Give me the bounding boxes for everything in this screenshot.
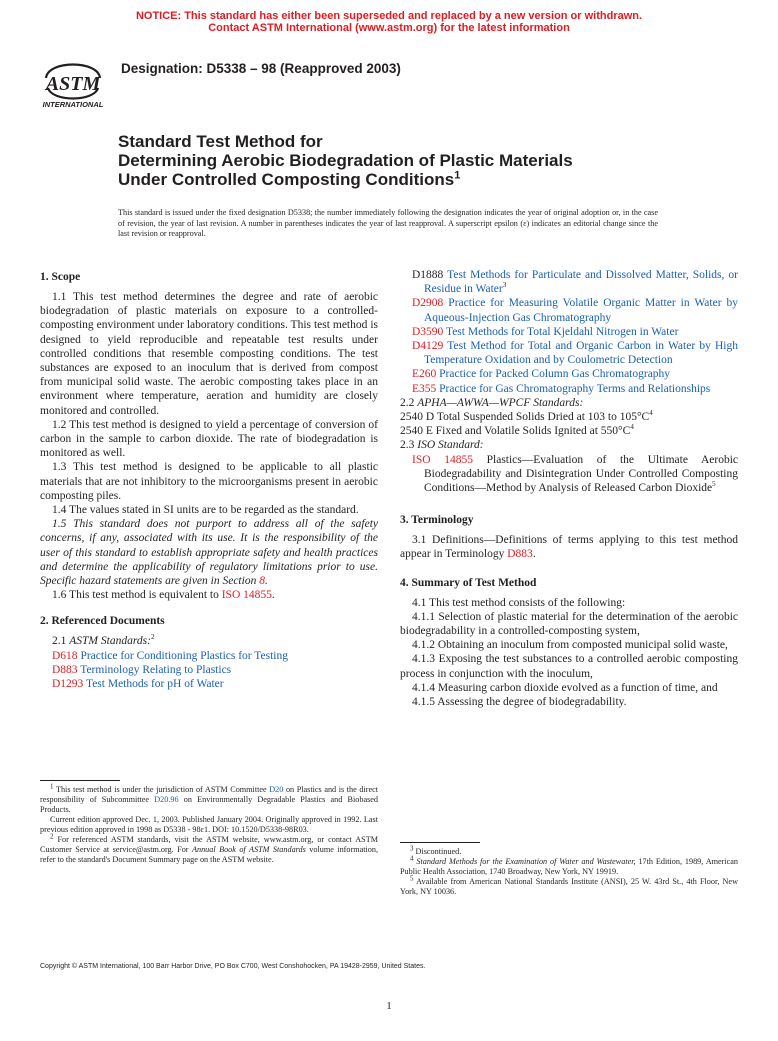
ref-code-link[interactable]: D3590 <box>412 325 444 338</box>
footnote-rule <box>40 780 120 781</box>
iso-label-text: ISO Standard: <box>417 439 484 452</box>
title-line-2: Determining Aerobic Biodegradation of Plastic Materials <box>118 151 573 170</box>
ref-title-link[interactable]: Test Methods for Total Kjeldahl Nitrogen in Water <box>445 325 679 338</box>
para-4-1-5: 4.1.5 Assessing the degree of biodegradability. <box>412 696 627 709</box>
committee-d20-link[interactable]: D20 <box>269 785 284 794</box>
para-4-1-3: 4.1.3 Exposing the test substances to a controlled aerobic composting process in conjunction with the inoculum, <box>400 653 738 680</box>
footnote-2-text-b: volume information, refer to the standard's Document Summary page on the ASTM website. <box>40 845 379 864</box>
ref-title-link[interactable]: Practice for Gas Chromatography Terms and Relationships <box>439 382 711 395</box>
title-line-3 <box>118 170 718 189</box>
footnotes-left <box>40 780 378 865</box>
footnote-1-text-c: on Environmentally Degradable Plastics and Biobased Products. <box>40 795 378 814</box>
left-column <box>40 268 378 691</box>
iso-code-link[interactable]: ISO 14855 <box>412 453 473 466</box>
ref-title-link[interactable]: Practice for Conditioning Plastics for Testing <box>80 649 288 662</box>
ref-code-link[interactable]: D883 <box>52 663 78 676</box>
ref-title-link[interactable]: Test Methods for pH of Water <box>85 678 224 691</box>
ref-code-link[interactable]: D4129 <box>412 340 444 353</box>
ref-d2908 <box>400 296 738 324</box>
footnote-1: $^1$ This test method is under the jurisdiction of ASTM Committee D20 on Plastics and is the direct responsibility of Subcommittee D20.96 on Environmentally Degradable Plastics and Biobased Products. <box>40 782 379 814</box>
footnotes-right <box>400 842 738 897</box>
d883-link[interactable]: D883 <box>507 548 533 561</box>
para-1-4: 1.4 The values stated in SI units are to be regarded as the standard. <box>52 504 359 517</box>
ref-code: D1888 <box>412 269 444 281</box>
ref-d3590 <box>400 325 738 339</box>
footnote-2-text-a: For referenced ASTM standards, visit the ASTM website, www.astm.org, or contact ASTM Customer Service at service@astm.org. For <box>40 835 379 854</box>
iso-label <box>400 438 738 452</box>
subcommittee-d2096-link[interactable]: D20.96 <box>154 795 179 804</box>
apha-label-text: APHA—AWWA—WPCF Standards: <box>417 396 584 409</box>
title-line-1: Standard Test Method for <box>118 132 323 151</box>
ref-d4129 <box>400 339 738 367</box>
para-1-5: 1.5 This standard does not purport to address all of the safety concerns, if any, associated with its use. It is the responsibility of the user of this standard to establish appropriate safety and health practices and determine the applicability of regulatory limitations prior to use. Specific hazard statements are given in Section 8. <box>40 518 378 588</box>
para-4-1-2: 4.1.2 Obtaining an inoculum from composted municipal solid waste, <box>412 639 728 652</box>
ref-title-link[interactable]: Practice for Measuring Volatile Organic Matter in Water by Aqueous-Injection Gas Chromatography <box>424 297 738 324</box>
footnote-4-italic: Standard Methods for the Examination of Water and Wastewater, <box>416 857 636 866</box>
astm-standards-label <box>40 634 378 648</box>
iso-label-num: 2.3 <box>400 439 418 452</box>
footnote-2-italic: Annual Book of ASTM Standards <box>191 845 306 854</box>
footnote-1-text-a: This test method is under the jurisdiction of ASTM Committee <box>55 785 267 794</box>
apha-2540d-text: 2540 D Total Suspended Solids Dried at 103 to 105°C <box>400 411 650 424</box>
footnote-2: $^2$ For referenced ASTM standards, visit the ASTM website, www.astm.org, or contact ASTM Customer Service at service@astm.org. For Annual Book of ASTM Standards volume information, refer to the standard's Document Summary page on the ASTM website. <box>40 832 379 864</box>
para-1-3: 1.3 This test method is designed to be applicable to all plastic materials that are not inhibitory to the microorganisms present in aerobic composting piles. <box>40 461 378 502</box>
iso-ref-text: Plastics—Evaluation of the Ultimate Aerobic Biodegradability and Disintegration Under Controlled Composting Conditions—Method by Analysis of Released Carbon Dioxide <box>424 453 739 495</box>
ref-title-link[interactable]: Practice for Packed Column Gas Chromatography <box>439 368 671 381</box>
ref-code-link[interactable]: D618 <box>52 649 78 662</box>
apha-2540e-sup: 4 <box>630 423 634 432</box>
ref-code-link[interactable]: D1293 <box>52 678 84 691</box>
ref-d1293 <box>40 677 378 691</box>
section-terminology-heading: 3. Terminology <box>400 514 474 527</box>
notice-line-1: NOTICE: This standard has either been superseded and replaced by a new version or withdrawn. <box>135 10 643 22</box>
apha-label-num: 2.2 <box>400 396 418 409</box>
footnote-4-text: 17th Edition, 1989, American Public Health Association, 1740 Broadway, New York, NY 19919. <box>400 857 739 876</box>
footnote-5: $^5$ Available from American National Standards Institute (ANSI), 25 W. 43rd St., 4th Floor, New York, NY 10036. <box>400 874 738 896</box>
copyright-line: Copyright © ASTM International, 100 Barr Harbor Drive, PO Box C700, West Conshohocken, PA 19428-2959, United States. <box>40 963 426 970</box>
logo-subtext: INTERNATIONAL <box>42 100 104 108</box>
astm-label-text: ASTM Standards: <box>69 635 151 648</box>
astm-logo <box>40 52 106 108</box>
para-3-1: 3.1 Definitions—Definitions of terms applying to this test method appear in Terminology D883. <box>400 534 738 561</box>
ref-code-link[interactable]: E355 <box>412 382 437 395</box>
ref-d618 <box>40 649 378 663</box>
para-1-1: 1.1 This test method determines the degree and rate of aerobic biodegradation of plastic materials on exposure to a controlled-composting environment under laboratory conditions. This test method is designed to yield reproducible and repeatable test results under controlled conditions that resemble composting conditions. The test substances are exposed to an inoculum that is derived from compost from municipal solid waste. The aerobic composting takes place in an environment where temperature, aeration and humidity are closely monitored and controlled. <box>40 291 378 417</box>
para-1-5-text: 1.5 This standard does not purport to address all of the safety concerns, if any, associated with its use. It is the responsibility of the user of this standard to establish appropriate safety and health practices and determine the applicability of regulatory limitations prior to use. Specific hazard statements are given in Section <box>40 518 378 588</box>
section-8-link[interactable]: 8 <box>259 575 265 588</box>
iso-14855-link[interactable]: ISO 14855 <box>221 589 272 602</box>
ref-e260 <box>400 367 738 381</box>
title-footnote-marker: 1 <box>454 169 461 182</box>
section-summary-heading: 4. Summary of Test Method <box>400 576 537 589</box>
footnote-3-text: Discontinued. <box>415 847 462 856</box>
ref-title-link[interactable]: Test Method for Total and Organic Carbon in Water by High Temperature Oxidation and by Coulometric Detection <box>424 340 738 367</box>
footnote-5-text: Available from American National Standards Institute (ANSI), 25 W. 43rd St., 4th Floor, New York, NY 10036. <box>400 877 738 896</box>
page-number: 1 <box>386 1000 392 1012</box>
footnote-1-edition: Current edition approved Dec. 1, 2003. Published January 2004. Originally approved in 1992. Last previous edition approved in 1998 as D5338 - 98ε1. DOI: 10.1520/D5338-98R03. <box>40 815 378 834</box>
apha-label <box>400 396 738 410</box>
right-column <box>400 268 738 709</box>
designation: Designation: D5338 – 98 (Reapproved 2003) <box>121 61 401 76</box>
apha-2540d-sup: 4 <box>649 409 653 418</box>
footnote-3: $^3$ Discontinued. <box>410 844 462 856</box>
ref-code-link[interactable]: E260 <box>412 368 437 381</box>
ref-d883 <box>40 663 378 677</box>
ref-code-link[interactable]: D2908 <box>412 297 444 310</box>
para-4-1-1: 4.1.1 Selection of plastic material for the determination of the aerobic biodegradability in a controlled-composting system, <box>400 610 738 638</box>
apha-2540d <box>400 410 738 424</box>
section-scope-heading: 1. Scope <box>40 271 81 283</box>
ref-iso-14855 <box>400 453 738 496</box>
para-1-6: 1.6 This test method is equivalent to ISO 14855. <box>52 589 275 602</box>
footnote-4: $^4$ Standard Methods for the Examination of Water and Wastewater, 17th Edition, 1989, American Public Health Association, 1740 Broadway, New York, NY 19919. <box>400 854 739 876</box>
title-line-3-text: Under Controlled Composting Conditions <box>118 170 455 189</box>
ref-d1888 <box>400 268 738 296</box>
iso-ref-sup: 5 <box>712 480 716 489</box>
para-4-1-4: 4.1.4 Measuring carbon dioxide evolved as a function of time, and <box>412 681 718 694</box>
issuance-note: This standard is issued under the fixed designation D5338; the number immediately following the designation indicates the year of original adoption or, in the case of revision, the year of last revision. A number in parentheses indicates the year of last reapproval. A superscript epsilon (ε) indicates an editorial change since the last revision or reapproval. <box>118 208 658 238</box>
para-1-6-text: 1.6 This test method is equivalent to <box>52 589 219 602</box>
section-refdocs-heading: 2. Referenced Documents <box>40 615 165 628</box>
footnote-rule <box>400 842 480 843</box>
para-4-1: 4.1 This test method consists of the following: <box>412 596 626 609</box>
ref-sup: 3 <box>502 281 507 290</box>
withdrawal-notice <box>0 10 778 34</box>
astm-label-num: 2.1 <box>52 635 70 648</box>
ref-title-link[interactable]: Test Methods for Particulate and Dissolved Matter, Solids, or Residue in Water <box>424 269 738 296</box>
document-title <box>118 132 718 189</box>
notice-line-2: Contact ASTM International (www.astm.org) for the latest information <box>208 22 570 34</box>
apha-2540e <box>400 424 738 438</box>
para-1-2: 1.2 This test method is designed to yield a percentage of conversion of carbon in the sample to carbon dioxide. The rate of biodegradation is monitored as well. <box>40 418 378 460</box>
logo-letters: ASTM <box>45 73 101 95</box>
ref-e355 <box>400 382 738 396</box>
para-3-1-text: 3.1 Definitions—Definitions of terms applying to this test method appear in Terminology <box>400 534 738 561</box>
astm-label-sup: 2 <box>150 633 155 642</box>
footnote-1-text-b: on Plastics and is the direct responsibility of Subcommittee <box>40 785 379 804</box>
ref-title-link[interactable]: Terminology Relating to Plastics <box>80 663 232 676</box>
apha-2540e-text: 2540 E Fixed and Volatile Solids Ignited at 550°C <box>400 425 631 438</box>
